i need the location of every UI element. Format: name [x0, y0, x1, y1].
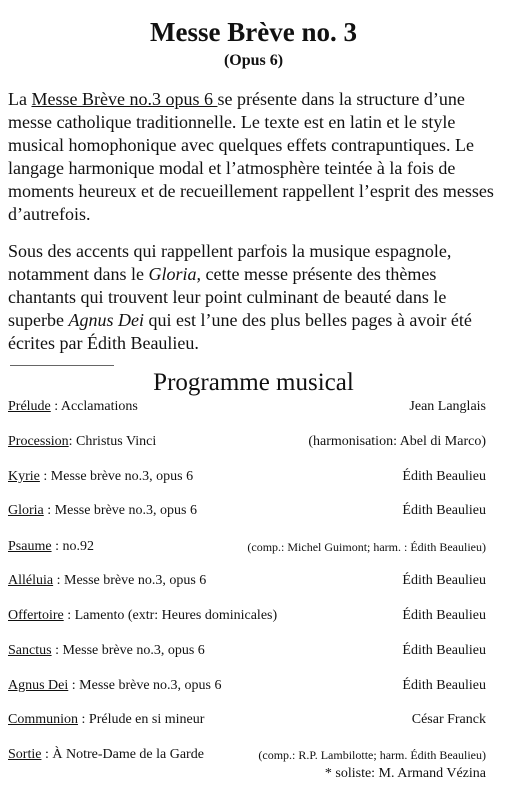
- program-item-composer: Édith Beaulieu: [402, 608, 486, 623]
- program-item-name: Offertoire: [8, 608, 64, 623]
- program-item-communion: [8, 710, 486, 730]
- program-item-gloria: [8, 501, 486, 521]
- program-item-piece: : Messe brève no.3, opus 6: [43, 503, 197, 518]
- intro-p2-text-b: , cette messe présente des thèmes chantants qui trouvent leur point culminant de beauté dans le superbe: [8, 264, 447, 330]
- program-item-procession: [8, 432, 486, 452]
- program-item-composer: Édith Beaulieu: [402, 678, 486, 693]
- program-item-piece: : Prélude en si mineur: [78, 712, 205, 727]
- program-item-name: Agnus Dei: [8, 678, 69, 693]
- program-item-composer: César Franck: [411, 712, 486, 727]
- intro-paragraph-1: [8, 88, 500, 226]
- program-item-piece: : Messe brève no.3, opus 6: [51, 643, 205, 658]
- program-item-composer: Édith Beaulieu: [402, 503, 486, 518]
- program-item-offertoire: [8, 606, 486, 626]
- program-item-name: Sanctus: [8, 643, 52, 658]
- program-item-name: Gloria: [8, 503, 44, 518]
- program-item-piece: : Lamento (extr: Heures dominicales): [63, 608, 278, 623]
- program-item-name: Communion: [8, 712, 79, 727]
- program-item-name: Kyrie: [8, 469, 40, 484]
- program-item-piece: : Messe brève no.3, opus 6: [53, 573, 207, 588]
- program-item-piece: : Messe brève no.3, opus 6: [39, 469, 194, 484]
- program-heading: Programme musical: [153, 369, 354, 396]
- program-item-piece: : Christus Vinci: [68, 434, 157, 449]
- program-item-composer: (comp.: Michel Guimont; harm. : Édith Beaulieu): [247, 540, 486, 554]
- program-item-piece: : À Notre-Dame de la Garde: [41, 747, 204, 762]
- intro-p2-text-c: qui est l’une des plus belles pages à avoir été écrites par Édith Beaulieu.: [8, 310, 472, 353]
- program-item-name: Alléluia: [8, 573, 54, 588]
- program-item-composer: Édith Beaulieu: [402, 643, 486, 658]
- program-item-composer: Édith Beaulieu: [402, 469, 486, 484]
- opus-subtitle: (Opus 6): [223, 52, 284, 69]
- program-item-alleluia: [8, 571, 486, 591]
- mass-title-underlined: Messe Brève no.3 opus 6: [31, 89, 218, 109]
- program-item-sanctus: [8, 641, 486, 661]
- program-item-piece: : Messe brève no.3, opus 6: [68, 678, 222, 693]
- gloria-italic: Gloria: [148, 264, 197, 284]
- intro-paragraph-2: [8, 240, 500, 355]
- program-item-composer: Édith Beaulieu: [402, 573, 486, 588]
- program-item-composer: (harmonisation: Abel di Marco): [308, 434, 486, 449]
- program-item-prelude: [8, 397, 486, 417]
- program-item-sortie: [8, 745, 486, 765]
- program-item-agnus-dei: [8, 676, 486, 696]
- program-item-composer: Jean Langlais: [409, 399, 486, 414]
- program-item-name: Sortie: [8, 747, 42, 762]
- program-item-psaume: [8, 537, 486, 557]
- program-item-kyrie: [8, 467, 486, 487]
- soloist-note: * soliste: M. Armand Vézina: [324, 766, 486, 781]
- program-item-composer: (comp.: R.P. Lambilotte; harm. Édith Beaulieu): [258, 748, 486, 762]
- program-item-piece: : Acclamations: [50, 399, 138, 414]
- intro-p1-text: se présente dans la structure d’une messe catholique traditionnelle. Le texte est en latin et le style musical homophonique avec quelques effets contrapuntiques. Le langage harmonique modal et l’atmosphère teintée à la fois de moments heureux et de recueillement rappellent l’esprit des messes d’autrefois.: [8, 89, 494, 224]
- program-item-name: Procession: [8, 434, 69, 449]
- intro-p2-text-a: Sous des accents qui rappellent parfois la musique espagnole, notamment dans le: [8, 241, 452, 284]
- program-title: Messe Brève no. 3: [150, 17, 357, 47]
- intro-p1-start: La: [8, 89, 32, 109]
- section-divider: [10, 365, 114, 366]
- program-item-name: Prélude: [8, 399, 51, 414]
- agnus-dei-italic: Agnus Dei: [68, 310, 144, 330]
- program-item-name: Psaume: [8, 539, 52, 554]
- program-item-piece: : no.92: [51, 539, 94, 554]
